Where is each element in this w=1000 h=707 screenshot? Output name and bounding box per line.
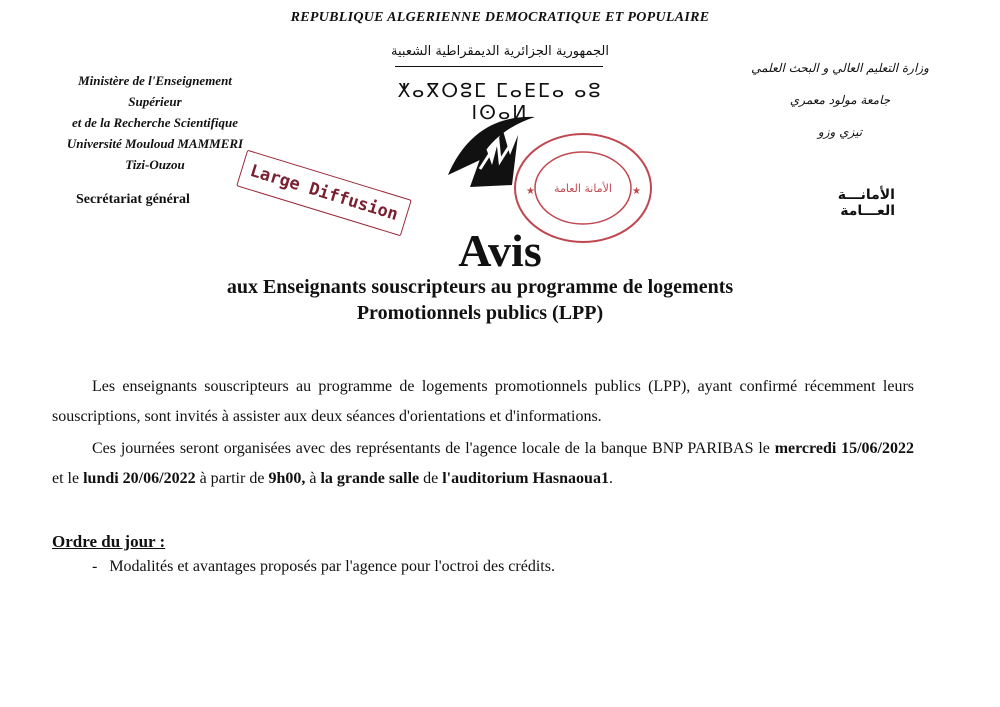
agenda-item-text: Modalités et avantages proposés par l'agence pour l'octroi des crédits.: [109, 558, 555, 575]
ministry-line-2: Supérieur: [128, 94, 182, 109]
p2-connector-3: à: [309, 470, 321, 487]
p2-connector-4: de: [419, 470, 443, 487]
p2-end: .: [608, 470, 613, 487]
ministry-line-3: et de la Recherche Scientifique: [71, 115, 239, 130]
svg-text:★: ★: [526, 186, 535, 197]
institution-block-fr: [50, 70, 260, 175]
p2-connector-2: à partir de: [195, 470, 269, 487]
university-ar: جامعة مولود معمري: [789, 93, 891, 107]
agenda-item: - Modalités et avantages proposés par l'agence pour l'octroi des crédits.: [92, 558, 555, 575]
university-name: Université Mouloud MAMMERI: [66, 136, 244, 151]
institution-block-ar: [745, 57, 935, 153]
p2-intro: Ces journées seront organisées avec des représentants de l'agence locale de la banque BNP PARIBAS le: [92, 440, 775, 457]
ministry-line-1: Ministère de l'Enseignement: [78, 73, 232, 88]
ministry-ar: وزارة التعليم العالي و البحث العلمي: [751, 61, 929, 75]
notice-title: Avis: [458, 225, 542, 276]
seal-center-text: الأمانة العامة: [554, 182, 612, 195]
republic-header-tifinagh: ⵅⴰⴳⵔⵓⵎ ⵎⴰⴹⵎⴰ ⴰⵓ ⵏⵙⴰⵍ: [397, 80, 603, 124]
paragraph-2: [52, 434, 914, 494]
p2-connector-1: et le: [52, 470, 84, 487]
republic-header-ar: الجمهورية الجزائرية الديمقراطية الشعبية: [391, 44, 609, 59]
university-city: Tizi-Ouzou: [125, 157, 185, 172]
secretariat-fr: Secrétariat général: [76, 192, 190, 207]
agenda-heading: Ordre du jour :: [52, 532, 166, 551]
republic-header-fr: REPUBLIQUE ALGERIENNE DEMOCRATIQUE ET POPULAIRE: [290, 10, 710, 25]
paragraph-1: Les enseignants souscripteurs au programme de logements promotionnels publics (LPP), ayant confirmé récemment leurs souscriptions, sont invités à assister aux deux séances d'orientations et d'informations.: [52, 378, 914, 425]
header-divider: [395, 66, 603, 67]
notice-subtitle-1: aux Enseignants souscripteurs au programme de logements: [226, 276, 734, 298]
start-time: 9h00,: [268, 470, 310, 487]
city-ar: تيزي وزو: [817, 125, 863, 139]
venue: l'auditorium Hasnaoua1: [442, 470, 609, 487]
date-1: mercredi 15/06/2022: [774, 440, 914, 457]
date-2: lundi 20/06/2022: [83, 470, 196, 487]
svg-text:★: ★: [632, 186, 641, 197]
room: la grande salle: [320, 470, 420, 487]
large-diffusion-text: Large Diffusion: [247, 160, 401, 226]
secretariat-ar: الأمانـــة العـــامة: [837, 187, 895, 219]
notice-subtitle-2: Promotionnels publics (LPP): [356, 302, 604, 324]
